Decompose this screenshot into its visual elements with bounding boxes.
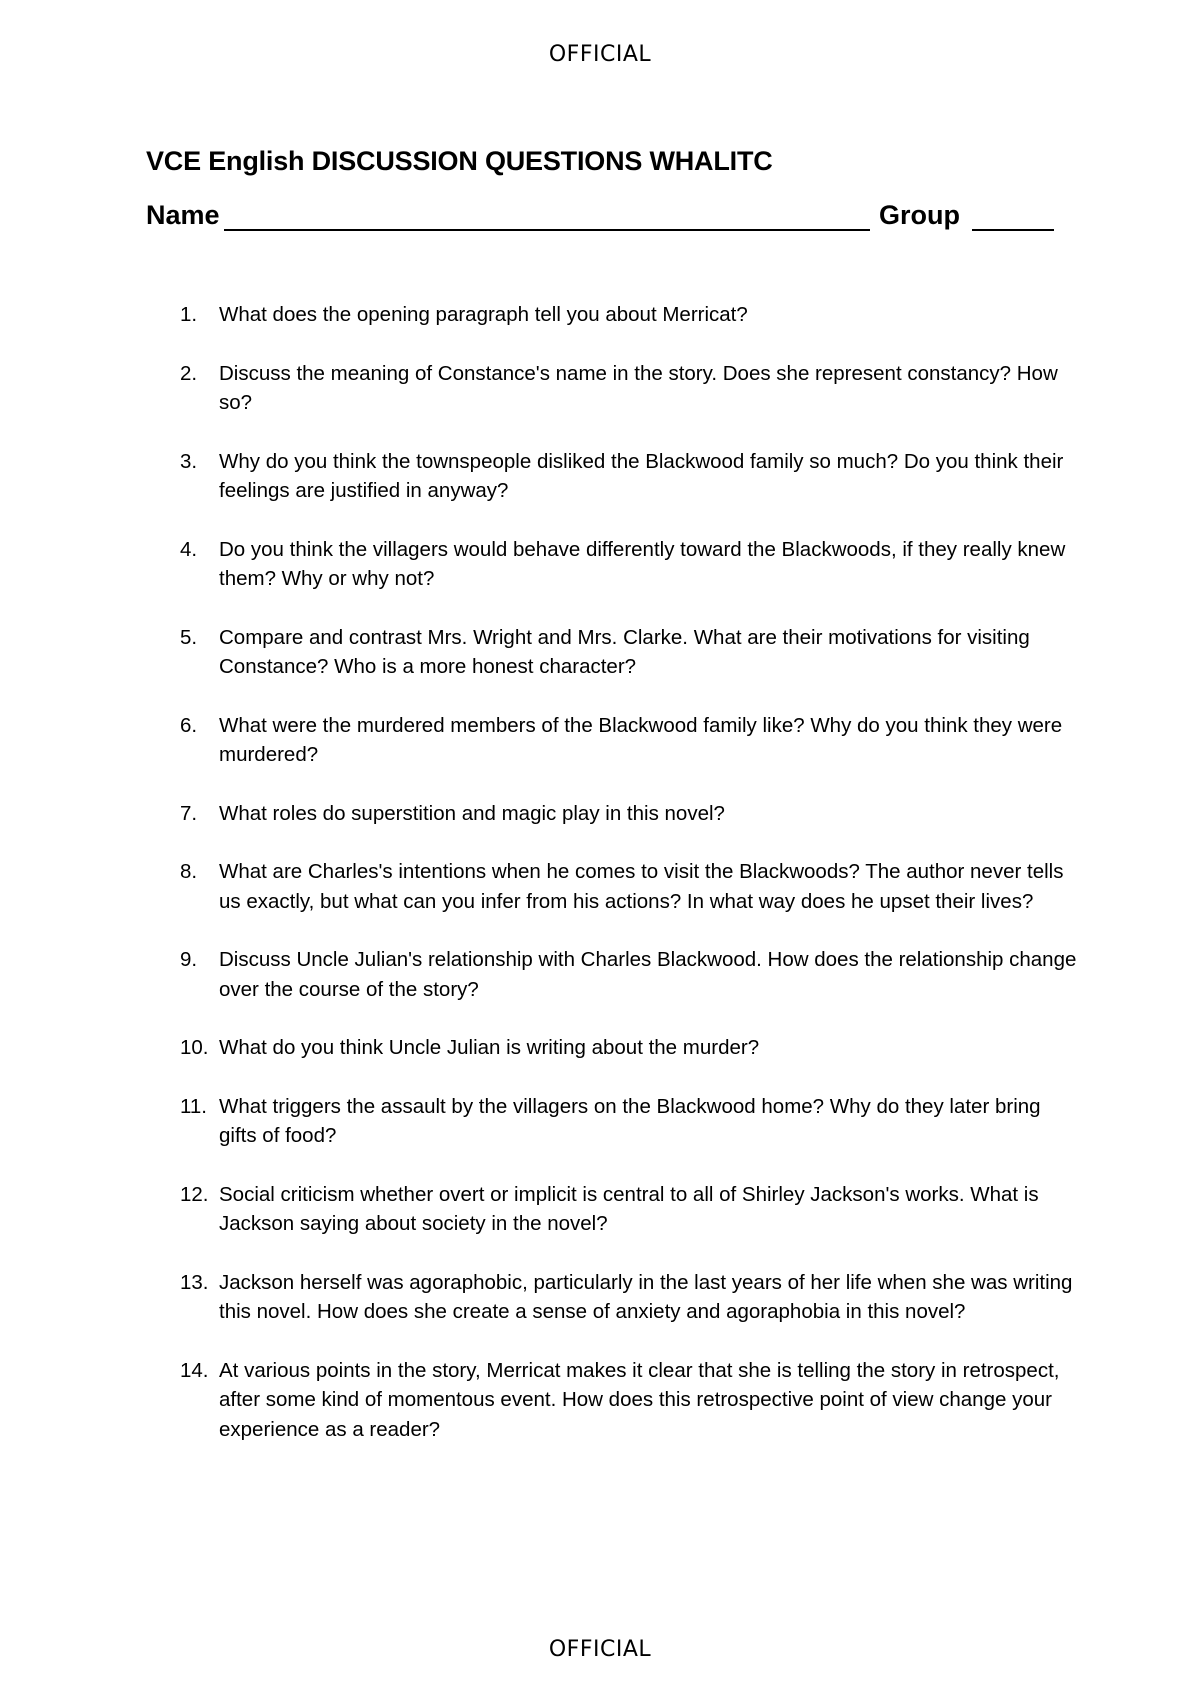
header-classification: OFFICIAL: [548, 42, 652, 67]
question-number: 3.: [180, 449, 198, 473]
question-number: 14.: [180, 1358, 209, 1382]
question-item: [180, 1092, 1080, 1151]
question-number: 11.: [180, 1094, 207, 1118]
question-item: [180, 1356, 1080, 1445]
question-text: What do you think Uncle Julian is writing about the murder?: [219, 1036, 760, 1059]
question-number: 1.: [180, 303, 198, 326]
question-number: 10.: [180, 1036, 209, 1059]
question-item: [180, 799, 1080, 829]
question-item: [180, 359, 1080, 418]
name-blank-line: [224, 229, 870, 231]
question-text: At various points in the story, Merricat makes it clear that she is telling the story in retrospect, after some kind of momentous event. How does this retrospective point of view change your experience as a reader?: [219, 1358, 1060, 1441]
question-number: 12.: [180, 1182, 209, 1206]
question-text: Discuss Uncle Julian's relationship with Charles Blackwood. How does the relationship change over the course of the story?: [219, 948, 1077, 1001]
question-number: 9.: [180, 948, 198, 971]
footer-classification: OFFICIAL: [548, 1637, 652, 1662]
question-number: 13.: [180, 1270, 209, 1294]
page-title: VCE English DISCUSSION QUESTIONS WHALITC: [146, 146, 773, 176]
question-item: [180, 1180, 1080, 1239]
question-number: 7.: [180, 801, 198, 825]
question-list: [180, 300, 1080, 1473]
question-text: What were the murdered members of the Blackwood family like? Why do you think they were murdered?: [219, 713, 1063, 766]
question-item: [180, 945, 1080, 1004]
question-item: [180, 857, 1080, 916]
question-text: Why do you think the townspeople disliked the Blackwood family so much? Do you think their feelings are justified in anyway?: [219, 449, 1064, 502]
question-text: Discuss the meaning of Constance's name in the story. Does she represent constancy? How so?: [219, 361, 1058, 414]
group-label: Group: [879, 200, 960, 230]
question-text: Compare and contrast Mrs. Wright and Mrs. Clarke. What are their motivations for visiting Constance? Who is a more honest character?: [219, 625, 1030, 678]
question-text: What are Charles's intentions when he comes to visit the Blackwoods? The author never tells us exactly, but what can you infer from his actions? In what way does he upset their lives?: [219, 860, 1064, 913]
question-item: [180, 447, 1080, 506]
name-group-line: [146, 200, 1066, 236]
question-item: [180, 711, 1080, 770]
question-text: What triggers the assault by the villagers on the Blackwood home? Why do they later bring gifts of food?: [219, 1094, 1041, 1147]
question-number: 8.: [180, 860, 198, 883]
group-blank-line: [972, 229, 1054, 231]
question-text: Social criticism whether overt or implicit is central to all of Shirley Jackson's works. What is Jackson saying about society in the novel?: [219, 1182, 1039, 1235]
question-number: 4.: [180, 537, 198, 561]
question-item: [180, 1033, 1080, 1063]
question-number: 2.: [180, 361, 198, 385]
question-text: What roles do superstition and magic play in this novel?: [219, 801, 725, 825]
question-item: [180, 623, 1080, 682]
question-item: [180, 535, 1080, 594]
question-text: Do you think the villagers would behave differently toward the Blackwoods, if they really knew them? Why or why not?: [219, 537, 1066, 590]
question-number: 5.: [180, 625, 198, 649]
question-text: Jackson herself was agoraphobic, particularly in the last years of her life when she was writing this novel. How does she create a sense of anxiety and agoraphobia in this novel?: [219, 1270, 1073, 1323]
question-text: What does the opening paragraph tell you about Merricat?: [219, 303, 748, 326]
question-number: 6.: [180, 713, 198, 737]
name-label: Name: [146, 200, 220, 230]
question-item: [180, 300, 1080, 330]
question-item: [180, 1268, 1080, 1327]
